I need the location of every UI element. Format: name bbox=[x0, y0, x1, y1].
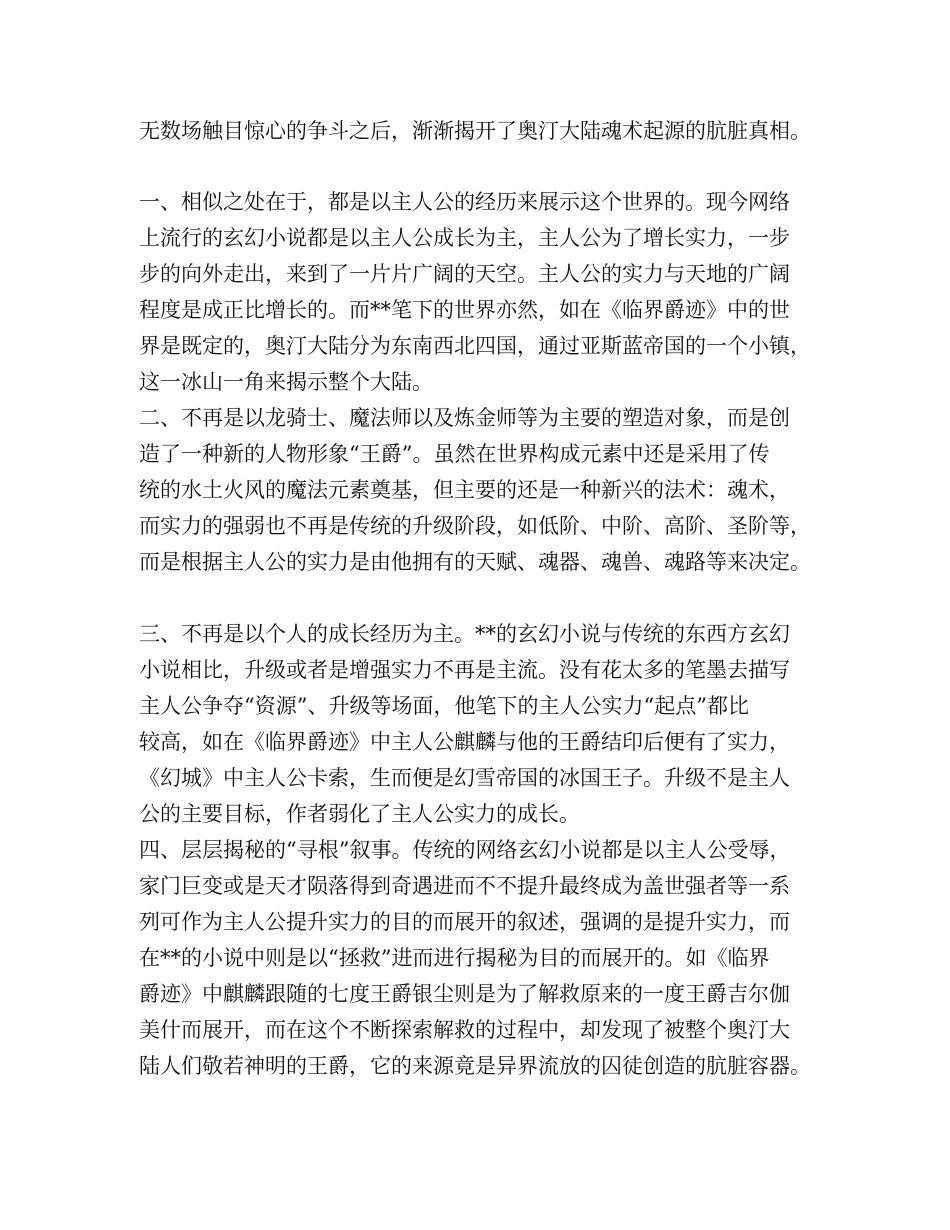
text-line: 小说相比，升级或者是增强实力不再是主流。没有花太多的笔墨去描写 bbox=[139, 658, 790, 682]
text-line: 无数场触目惊心的争斗之后，渐渐揭开了奥汀大陆魂术起源的肮脏真相。 bbox=[139, 119, 811, 143]
text-line: 陆人们敬若神明的王爵，它的来源竟是异界流放的囚徒创造的肮脏容器。 bbox=[139, 1054, 811, 1078]
text-line: 《幻城》中主人公卡索，生而便是幻雪帝国的冰国王子。升级不是主人 bbox=[139, 766, 790, 790]
text-line: 爵迹》中麒麟跟随的七度王爵银尘则是为了解救原来的一度王爵吉尔伽 bbox=[139, 982, 790, 1006]
text-line: 这一冰山一角来揭示整个大陆。 bbox=[139, 370, 433, 394]
text-line: 二、不再是以龙骑士、魔法师以及炼金师等为主要的塑造对象，而是创 bbox=[139, 406, 790, 430]
text-line: 而是根据主人公的实力是由他拥有的天赋、魂器、魂兽、魂路等来决定。 bbox=[139, 550, 811, 574]
text-line: 界是既定的，奥汀大陆分为东南西北四国，通过亚斯蓝帝国的一个小镇， bbox=[139, 334, 811, 358]
text-line: 四、层层揭秘的“寻根”叙事。传统的网络玄幻小说都是以主人公受辱， bbox=[139, 838, 791, 862]
text-line: 美什而展开，而在这个不断探索解救的过程中，却发现了被整个奥汀大 bbox=[139, 1018, 790, 1042]
text-line: 在**的小说中则是以“拯救”进而进行揭秘为目的而展开的。如《临界 bbox=[139, 946, 770, 970]
text-line: 公的主要目标，作者弱化了主人公实力的成长。 bbox=[139, 802, 580, 826]
text-line: 列可作为主人公提升实力的目的而展开的叙述，强调的是提升实力，而 bbox=[139, 910, 790, 934]
text-line: 而实力的强弱也不再是传统的升级阶段，如低阶、中阶、高阶、圣阶等， bbox=[139, 514, 811, 538]
text-line: 家门巨变或是天才陨落得到奇遇进而不不提升最终成为盖世强者等一系 bbox=[139, 874, 790, 898]
text-line: 统的水土火风的魔法元素奠基，但主要的还是一种新兴的法术：魂术， bbox=[139, 478, 790, 502]
text-line: 上流行的玄幻小说都是以主人公成长为主，主人公为了增长实力，一步 bbox=[139, 226, 790, 250]
text-line: 程度是成正比增长的。而**笔下的世界亦然，如在《临界爵迹》中的世 bbox=[139, 298, 790, 322]
text-line: 步的向外走出，来到了一片片广阔的天空。主人公的实力与天地的广阔 bbox=[139, 262, 790, 286]
text-line: 一、相似之处在于，都是以主人公的经历来展示这个世界的。现今网络 bbox=[139, 190, 790, 214]
text-line: 造了一种新的人物形象“王爵”。虽然在世界构成元素中还是采用了传 bbox=[139, 442, 770, 466]
text-line: 较高，如在《临界爵迹》中主人公麒麟与他的王爵结印后便有了实力， bbox=[139, 730, 790, 754]
text-line: 主人公争夺“资源”、升级等场面，他笔下的主人公实力“起点”都比 bbox=[139, 694, 749, 718]
text-line: 三、不再是以个人的成长经历为主。**的玄幻小说与传统的东西方玄幻 bbox=[139, 622, 790, 646]
